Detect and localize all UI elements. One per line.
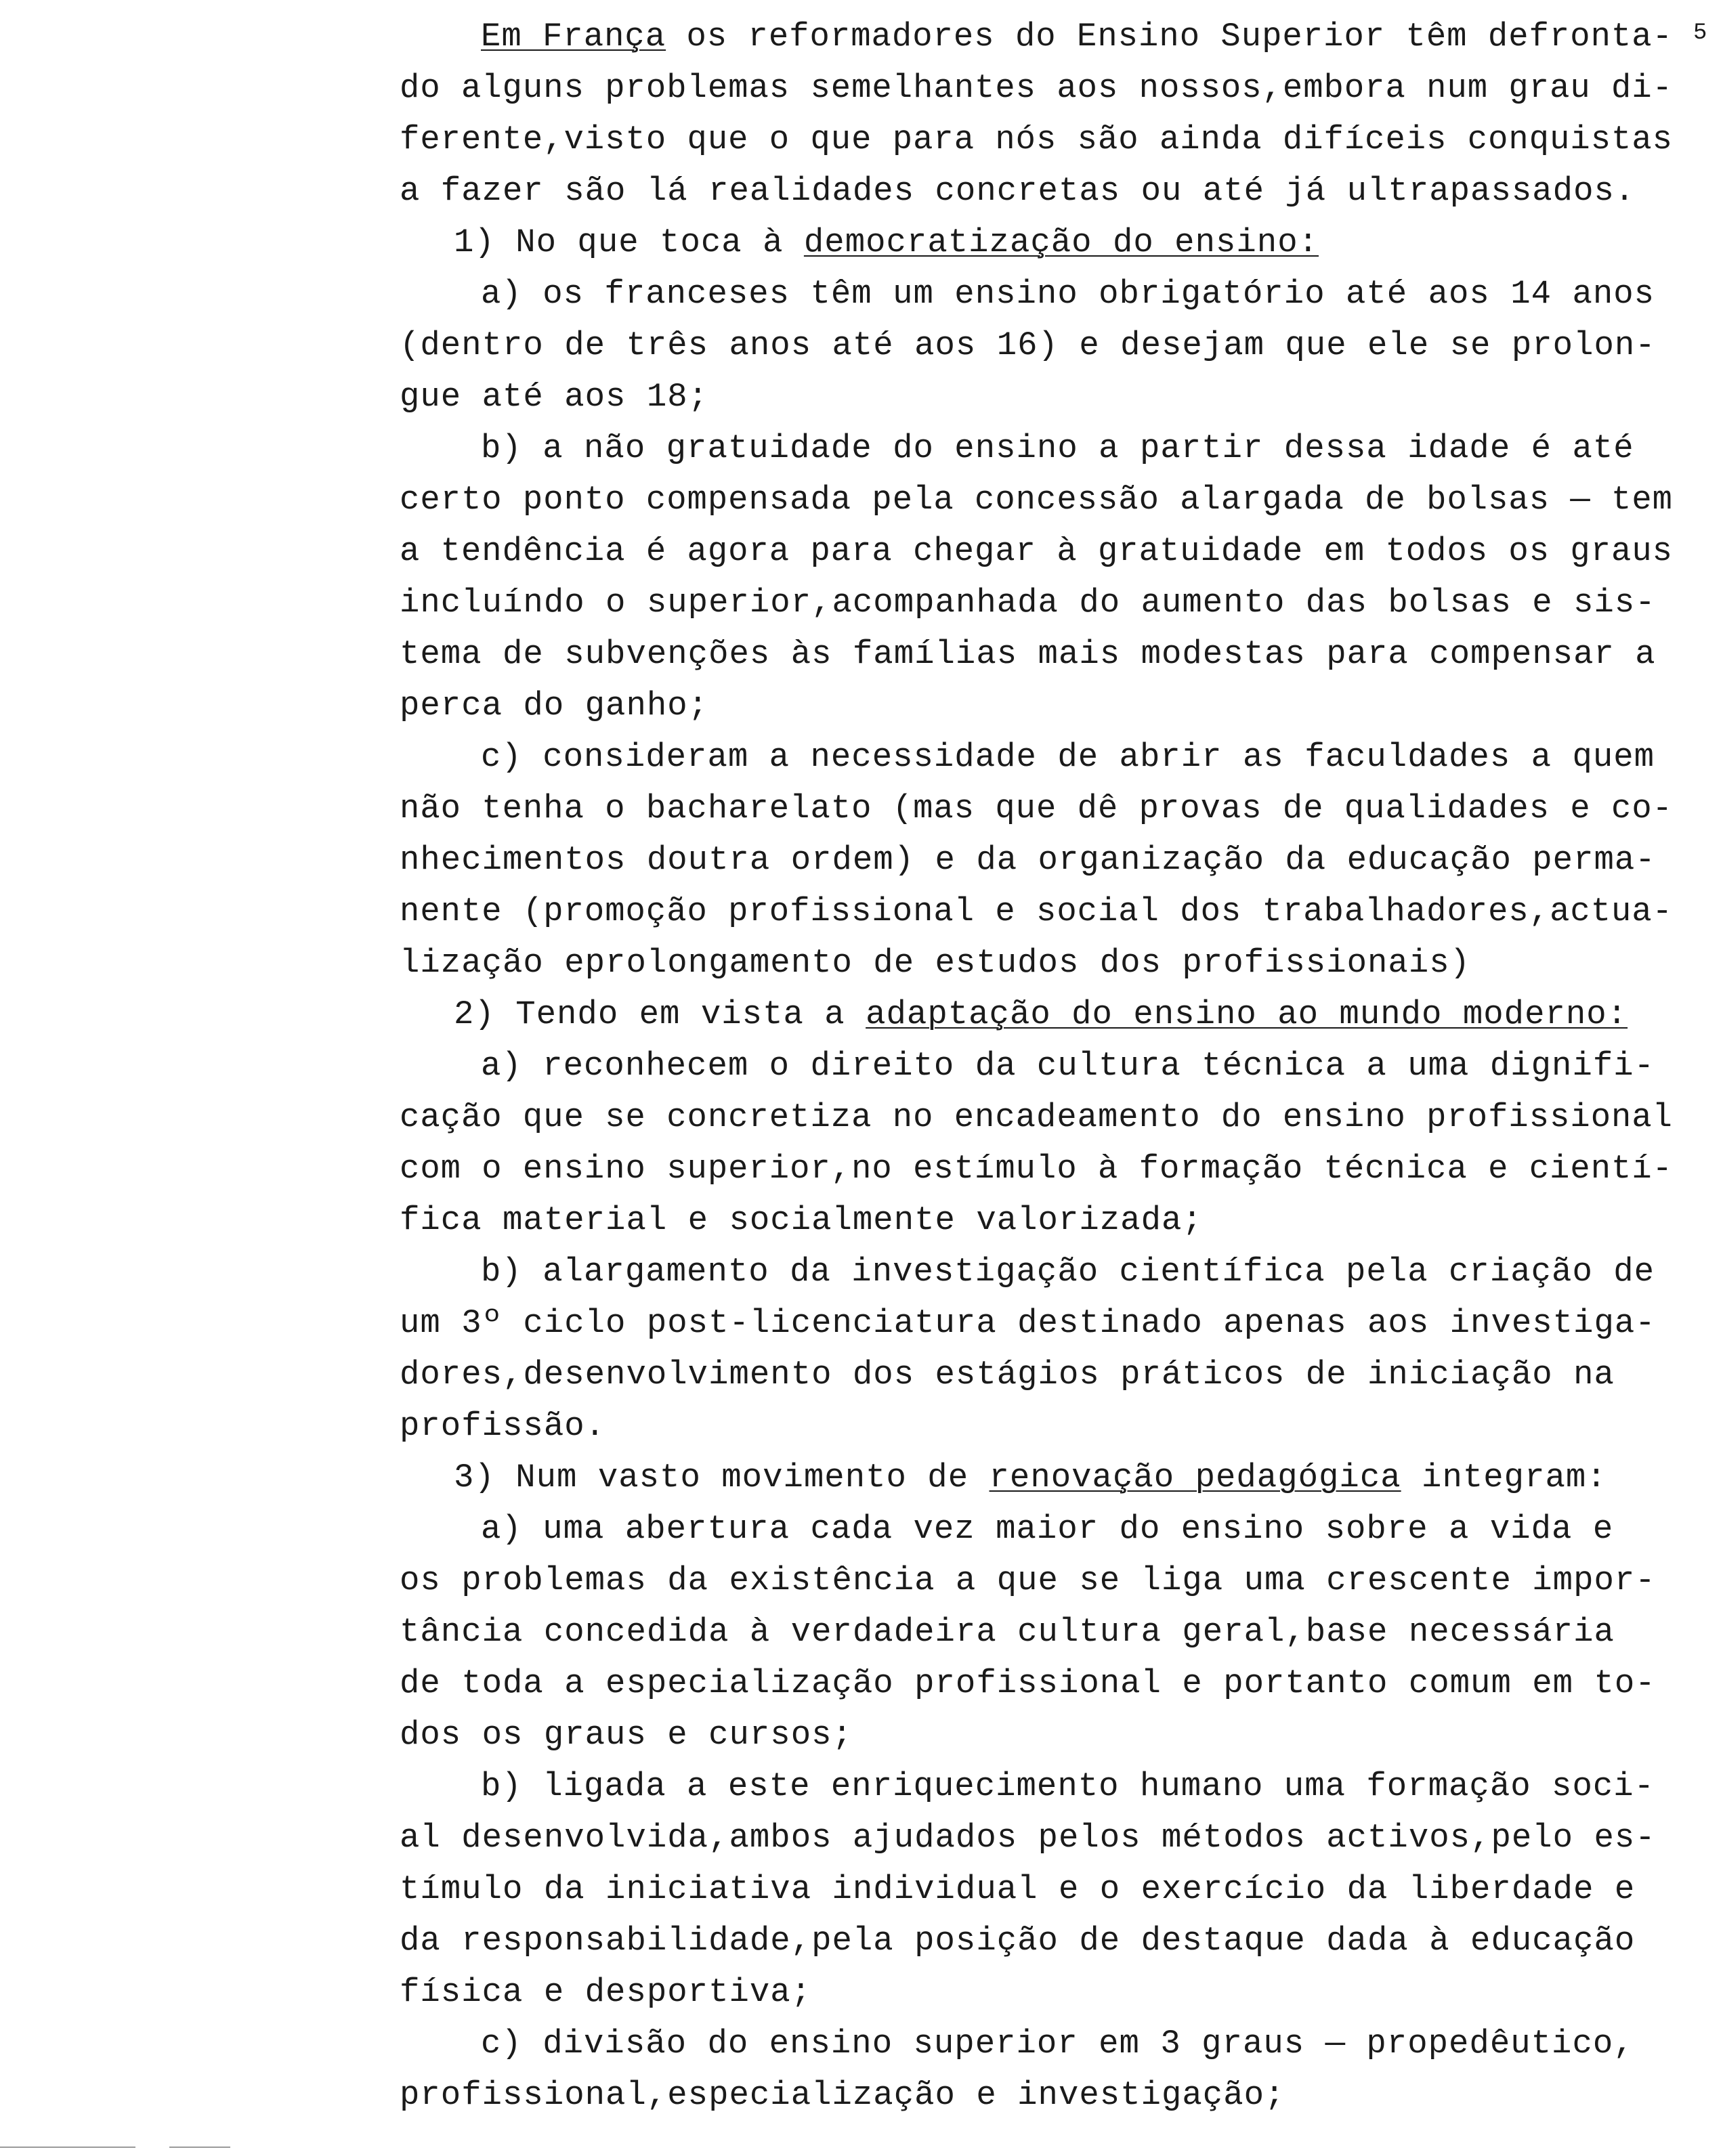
text-span: fica material e socialmente valorizada; xyxy=(400,1201,1203,1239)
text-span: nente (promoção profissional e social dos trabalhadores,actua- xyxy=(400,892,1674,930)
text-span: ferente,visto que o que para nós são ainda difíceis conquistas xyxy=(400,121,1674,158)
text-line xyxy=(481,16,1673,57)
text-span: profissional,especialização e investigação; xyxy=(400,2076,1285,2114)
text-line xyxy=(454,994,1628,1035)
text-span: a) os franceses têm um ensino obrigatório até aos 14 anos xyxy=(481,275,1655,313)
text-line xyxy=(400,891,1673,932)
text-span: b) alargamento da investigação científica pela criação de xyxy=(481,1253,1655,1291)
text-line xyxy=(481,1509,1613,1549)
page-number: 5 xyxy=(1693,20,1707,46)
text-span: al desenvolvida,ambos ajudados pelos métodos activos,pelo es- xyxy=(400,1819,1656,1857)
text-span: os reformadores do Ensino Superior têm defronta- xyxy=(666,18,1673,56)
text-span: do alguns problemas semelhantes aos nossos,embora num grau di- xyxy=(400,69,1674,107)
text-line xyxy=(454,1457,1607,1498)
text-span: gue até aos 18; xyxy=(400,378,709,416)
text-span: da responsabilidade,pela posição de destaque dada à educação xyxy=(400,1922,1636,1960)
text-span: tância concedida à verdadeira cultura geral,base necessária xyxy=(400,1613,1615,1651)
text-span: c) divisão do ensino superior em 3 graus — propedêutico, xyxy=(481,2025,1634,2063)
text-line xyxy=(400,1869,1635,1910)
text-span: de toda a especialização profissional e portanto comum em to- xyxy=(400,1664,1656,1702)
text-line xyxy=(400,1200,1203,1241)
text-line xyxy=(481,1045,1655,1086)
text-line xyxy=(400,685,708,726)
text-span: dos os graus e cursos; xyxy=(400,1716,853,1754)
text-span: b) ligada a este enriquecimento humano uma formação soci- xyxy=(481,1767,1655,1805)
text-line xyxy=(400,1612,1615,1652)
text-span: integram: xyxy=(1401,1459,1607,1496)
text-line xyxy=(400,1817,1656,1858)
text-span: um 3º ciclo post-licenciatura destinado apenas aos investiga- xyxy=(400,1304,1656,1342)
underlined-phrase: democratização do ensino: xyxy=(803,223,1319,261)
text-span: a fazer são lá realidades concretas ou até já ultrapassados. xyxy=(400,172,1636,210)
text-span: lização eprolongamento de estudos dos profissionais) xyxy=(400,944,1471,982)
footer-rule-short xyxy=(169,2147,230,2148)
text-line xyxy=(400,2075,1285,2115)
text-line xyxy=(400,531,1673,572)
text-line xyxy=(400,1097,1673,1138)
text-line xyxy=(400,1663,1656,1704)
text-line xyxy=(400,788,1673,829)
text-line xyxy=(400,1972,811,2012)
text-span: incluíndo o superior,acompanhada do aumento das bolsas e sis- xyxy=(400,584,1656,622)
text-line xyxy=(400,479,1673,520)
underlined-phrase: renovação pedagógica xyxy=(989,1459,1401,1496)
text-span: certo ponto compensada pela concessão alargada de bolsas — tem xyxy=(400,481,1674,519)
text-line xyxy=(400,171,1635,211)
text-line xyxy=(400,582,1656,623)
text-line xyxy=(400,325,1656,366)
text-line xyxy=(481,737,1655,777)
text-span: c) consideram a necessidade de abrir as faculdades a quem xyxy=(481,738,1655,776)
underlined-phrase: adaptação do ensino ao mundo moderno: xyxy=(866,995,1628,1033)
text-line xyxy=(481,1766,1655,1807)
text-line xyxy=(454,222,1319,263)
text-span: não tenha o bacharelato (mas que dê provas de qualidades e co- xyxy=(400,790,1674,827)
text-span: (dentro de três anos até aos 16) e desejam que ele se prolon- xyxy=(400,326,1656,364)
text-span: os problemas da existência a que se liga uma crescente impor- xyxy=(400,1561,1656,1599)
underlined-phrase: Em França xyxy=(481,18,666,56)
text-span: perca do ganho; xyxy=(400,687,709,725)
text-line xyxy=(400,943,1470,983)
text-span: física e desportiva; xyxy=(400,1973,812,2011)
footer-rule xyxy=(0,2147,135,2148)
text-line xyxy=(481,428,1634,469)
text-span: cação que se concretiza no encadeamento do ensino profissional xyxy=(400,1098,1674,1136)
text-line xyxy=(400,376,708,417)
text-line xyxy=(481,1251,1655,1292)
text-span: tímulo da iniciativa individual e o exercício da liberdade e xyxy=(400,1870,1636,1908)
text-line xyxy=(400,1148,1673,1189)
text-line xyxy=(400,1560,1656,1601)
text-span: a) reconhecem o direito da cultura técnica a uma dignifi- xyxy=(481,1047,1655,1085)
text-span: profissão. xyxy=(400,1407,606,1445)
text-line xyxy=(400,1406,605,1446)
text-line xyxy=(400,119,1673,160)
text-span: dores,desenvolvimento dos estágios práticos de iniciação na xyxy=(400,1356,1615,1394)
text-span: com o ensino superior,no estímulo à formação técnica e cientí- xyxy=(400,1150,1674,1188)
text-span: a tendência é agora para chegar à gratuidade em todos os graus xyxy=(400,532,1674,570)
text-line xyxy=(400,1354,1615,1395)
text-span: 3) Num vasto movimento de xyxy=(454,1459,990,1496)
text-span: tema de subvenções às famílias mais modestas para compensar a xyxy=(400,635,1656,673)
text-span: a) uma abertura cada vez maior do ensino sobre a vida e xyxy=(481,1510,1614,1548)
text-line xyxy=(400,68,1673,108)
text-span: 2) Tendo em vista a xyxy=(454,995,866,1033)
text-line xyxy=(400,634,1656,674)
text-line xyxy=(400,1715,853,1755)
text-span: nhecimentos doutra ordem) e da organização da educação perma- xyxy=(400,841,1656,879)
text-span: b) a não gratuidade do ensino a partir dessa idade é até xyxy=(481,429,1634,467)
text-line xyxy=(400,1920,1635,1961)
text-line xyxy=(400,1303,1656,1343)
text-line xyxy=(481,274,1655,314)
text-line xyxy=(481,2023,1634,2064)
text-line xyxy=(400,840,1656,880)
text-span: 1) No que toca à xyxy=(454,223,804,261)
